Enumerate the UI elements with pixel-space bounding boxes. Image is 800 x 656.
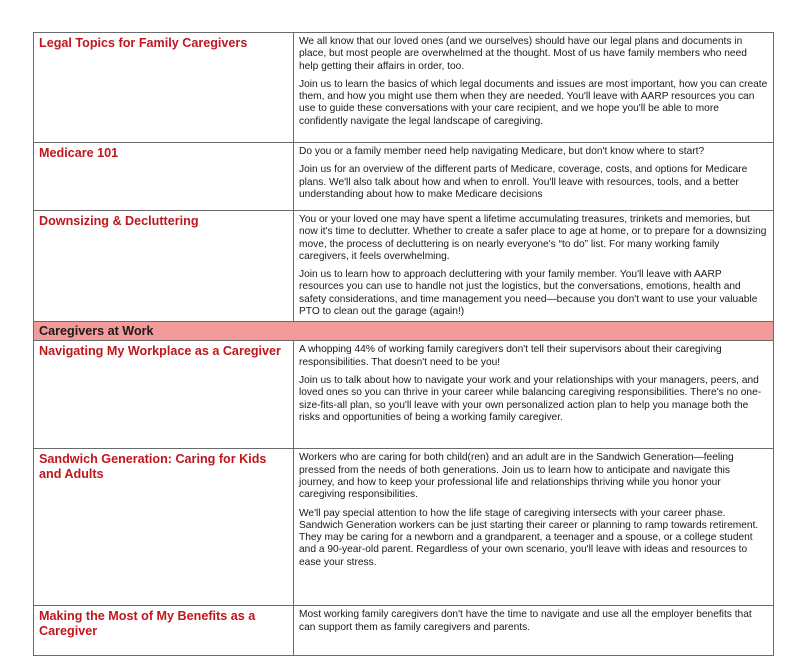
section-header-row xyxy=(34,322,774,341)
topic-row xyxy=(34,143,774,211)
topic-title: Downsizing & Decluttering xyxy=(34,211,294,322)
topic-description xyxy=(294,341,774,449)
description-paragraph: Join us to learn how to approach decluttering with your family member. You'll leave with AARP resources you can use to handle not just the logistics, but the conversations, emotions, health and safety considerations, and time management you need—because you don't want to use your valuable PTO to clean out the garage (again!) xyxy=(299,269,758,318)
topic-description xyxy=(294,33,774,143)
description-paragraph: A whopping 44% of working family caregivers don't tell their supervisors about their caregiving responsibilities. That doesn't need to be you! xyxy=(299,344,722,368)
topic-title: Navigating My Workplace as a Caregiver xyxy=(34,341,294,449)
topic-description xyxy=(294,143,774,211)
topic-row xyxy=(34,449,774,606)
description-paragraph: Join us for an overview of the different parts of Medicare, coverage, costs, and options for Medicare plans. We'll also talk about how and when to enroll. You'll leave with resources, tools, and a better understanding about how to make Medicare decisions xyxy=(299,164,748,200)
topic-title: Making the Most of My Benefits as a Caregiver xyxy=(34,606,294,656)
program-table-body xyxy=(34,33,774,656)
topic-row xyxy=(34,211,774,322)
topic-row xyxy=(34,33,774,143)
topic-row xyxy=(34,341,774,449)
topic-title: Sandwich Generation: Caring for Kids and Adults xyxy=(34,449,294,606)
topic-description xyxy=(294,606,774,656)
topic-description xyxy=(294,449,774,606)
topic-row xyxy=(34,606,774,656)
description-paragraph: We all know that our loved ones (and we ourselves) should have our legal plans and documents in place, but most people are overwhelmed at the thought. Most of us have family members who need help getting their affairs in order, too. xyxy=(299,36,747,72)
description-paragraph: Do you or a family member need help navigating Medicare, but don't know where to start? xyxy=(299,146,705,157)
description-paragraph: Most working family caregivers don't have the time to navigate and use all the employer benefits that can support them as family caregivers and parents. xyxy=(299,609,752,633)
topic-title: Legal Topics for Family Caregivers xyxy=(34,33,294,143)
description-paragraph: Workers who are caring for both child(ren) and an adult are in the Sandwich Generation—feeling pressed from the needs of both generations. Join us to learn how to anticipate and navigate this journey, and how to keep your professional life and relationships thriving while you honor your caregiving responsibilities. xyxy=(299,452,734,501)
program-table xyxy=(33,32,774,656)
topic-description xyxy=(294,211,774,322)
description-paragraph: We'll pay special attention to how the life stage of caregiving intersects with your career phase. Sandwich Generation workers can be just starting their career or planning to ramp towards retirement. They may be caring for a newborn and a grandparent, a teenager and a spouse, or a college student and a 90-year-old parent. Regardless of your own scenario, you'll leave with ideas and resources to ease your stress. xyxy=(299,507,759,568)
description-paragraph: You or your loved one may have spent a lifetime accumulating treasures, trinkets and memories, but now it's time to declutter. Whether to create a safer place to age at home, or to prepare for a downsizing move, the process of decluttering is on nearly everyone's “to do” list. For many working family caregivers, it feels overwhelming. xyxy=(299,214,767,262)
topic-title: Medicare 101 xyxy=(34,143,294,211)
description-paragraph: Join us to talk about how to navigate your work and your relationships with your managers, peers, and loved ones so you can thrive in your career while balancing caregiving responsibilities. There's no one-size-fits-all plan, so you'll leave with your own personalized action plan to help you manage both the risks and opportunities of being a working family caregiver. xyxy=(299,374,762,423)
description-paragraph: Join us to learn the basics of which legal documents and issues are most important, how you can create them, and how you might use them when they are needed. You'll leave with AARP resources you can use to guide these conversations with your care recipient, and we hope you'll be able to more confidently navigate the legal landscape of caregiving. xyxy=(299,78,768,127)
section-title: Caregivers at Work xyxy=(34,322,774,341)
